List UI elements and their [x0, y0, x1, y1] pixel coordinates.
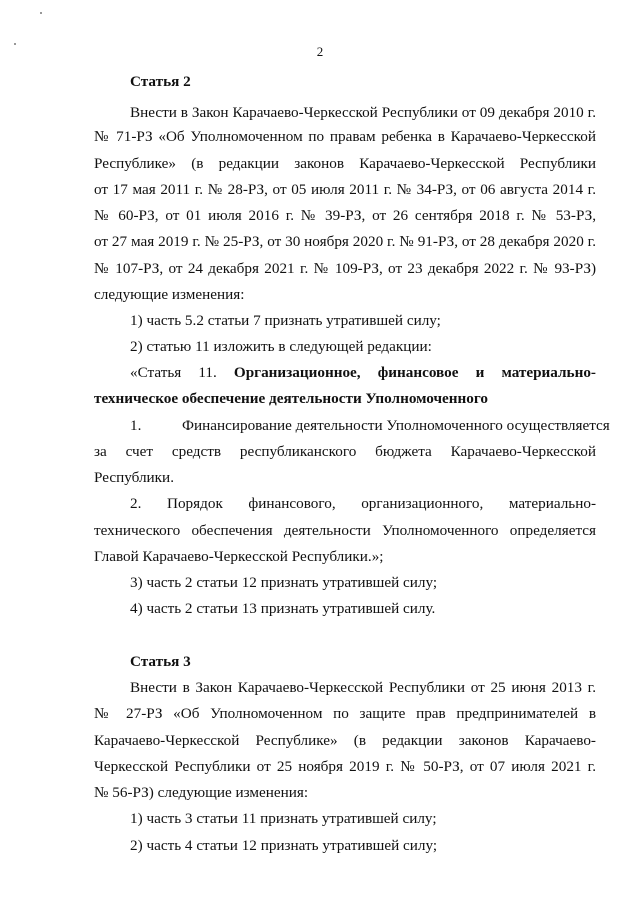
quoted-article-title: Организационное, финансовое и материально- — [233, 364, 596, 381]
article-2-line: № 107-РЗ, от 24 декабря 2021 г. № 109-РЗ, от 23 декабря 2022 г. № 93-РЗ) — [94, 260, 596, 277]
article-2-line: от 27 мая 2019 г. № 25-РЗ, от 30 ноября 2020 г. № 91-РЗ, от 28 декабря 2020 г. — [94, 233, 596, 250]
article-2-line: от 17 мая 2011 г. № 28-РЗ, от 05 июля 2011 г. № 34-РЗ, от 06 августа 2014 г. — [94, 181, 596, 198]
article-3-line: № 27-РЗ «Об Уполномоченном по защите прав предпринимателей в — [94, 705, 596, 722]
paragraph-2-text: Порядок финансового, организационного, материально- — [166, 495, 597, 512]
paragraph-1-line: за счет средств республиканского бюджета Карачаево-Черкесской — [94, 443, 596, 460]
article-3-line: Карачаево-Черкесской Республике» (в редакции законов Карачаево- — [94, 732, 596, 749]
scan-speck — [40, 12, 42, 14]
article-2-line: Внести в Закон Карачаево-Черкесской Республики от 09 декабря 2010 г. — [130, 104, 596, 121]
article-3-line: № 56-РЗ) следующие изменения: — [94, 784, 309, 801]
article-3-line: Внести в Закон Карачаево-Черкесской Республики от 25 июня 2013 г. — [130, 679, 596, 696]
paragraph-1-text: Финансирование деятельности Уполномоченного осуществляется — [182, 417, 610, 434]
article-3-heading: Статья 3 — [130, 653, 191, 670]
paragraph-2-number: 2. — [130, 495, 142, 512]
page-number: 2 — [316, 44, 324, 59]
article-2-heading: Статья 2 — [130, 73, 191, 90]
article-2-item-1: 1) часть 5.2 статьи 7 признать утратившей силу; — [130, 312, 441, 329]
article-2-line: следующие изменения: — [94, 286, 245, 303]
quoted-article-title-cont: техническое обеспечение деятельности Уполномоченного — [94, 390, 488, 407]
article-2-line: № 71-РЗ «Об Уполномоченном по правам ребенка в Карачаево-Черкесской — [94, 128, 596, 145]
article-2-item-2: 2) статью 11 изложить в следующей редакции: — [130, 338, 432, 355]
article-2-line: № 60-РЗ, от 01 июля 2016 г. № 39-РЗ, от 26 сентября 2018 г. № 53-РЗ, — [94, 207, 596, 224]
paragraph-1-line: Республики. — [94, 469, 174, 486]
article-2-item-4: 4) часть 2 статьи 13 признать утратившей силу. — [130, 600, 436, 617]
paragraph-2-line: Главой Карачаево-Черкесской Республики.»; — [94, 548, 384, 565]
paragraph-2 — [130, 495, 596, 513]
article-2-item-3: 3) часть 2 статьи 12 признать утратившей силу; — [130, 574, 438, 591]
quoted-article-11-title — [130, 364, 596, 382]
paragraph-1-number: 1. — [130, 417, 142, 434]
paragraph-1 — [130, 417, 610, 435]
article-3-line: Черкесской Республики от 25 ноября 2019 г. № 50-РЗ, от 07 июля 2021 г. — [94, 758, 596, 775]
paragraph-2-line: технического обеспечения деятельности Уполномоченного определяется — [94, 522, 596, 539]
article-3-item-2: 2) часть 4 статьи 12 признать утратившей силу; — [130, 837, 438, 854]
article-2-line: Республике» (в редакции законов Карачаево-Черкесской Республики — [94, 155, 596, 172]
article-3-item-1: 1) часть 3 статьи 11 признать утратившей силу; — [130, 810, 437, 827]
quoted-article-number: «Статья 11. — [130, 364, 217, 381]
